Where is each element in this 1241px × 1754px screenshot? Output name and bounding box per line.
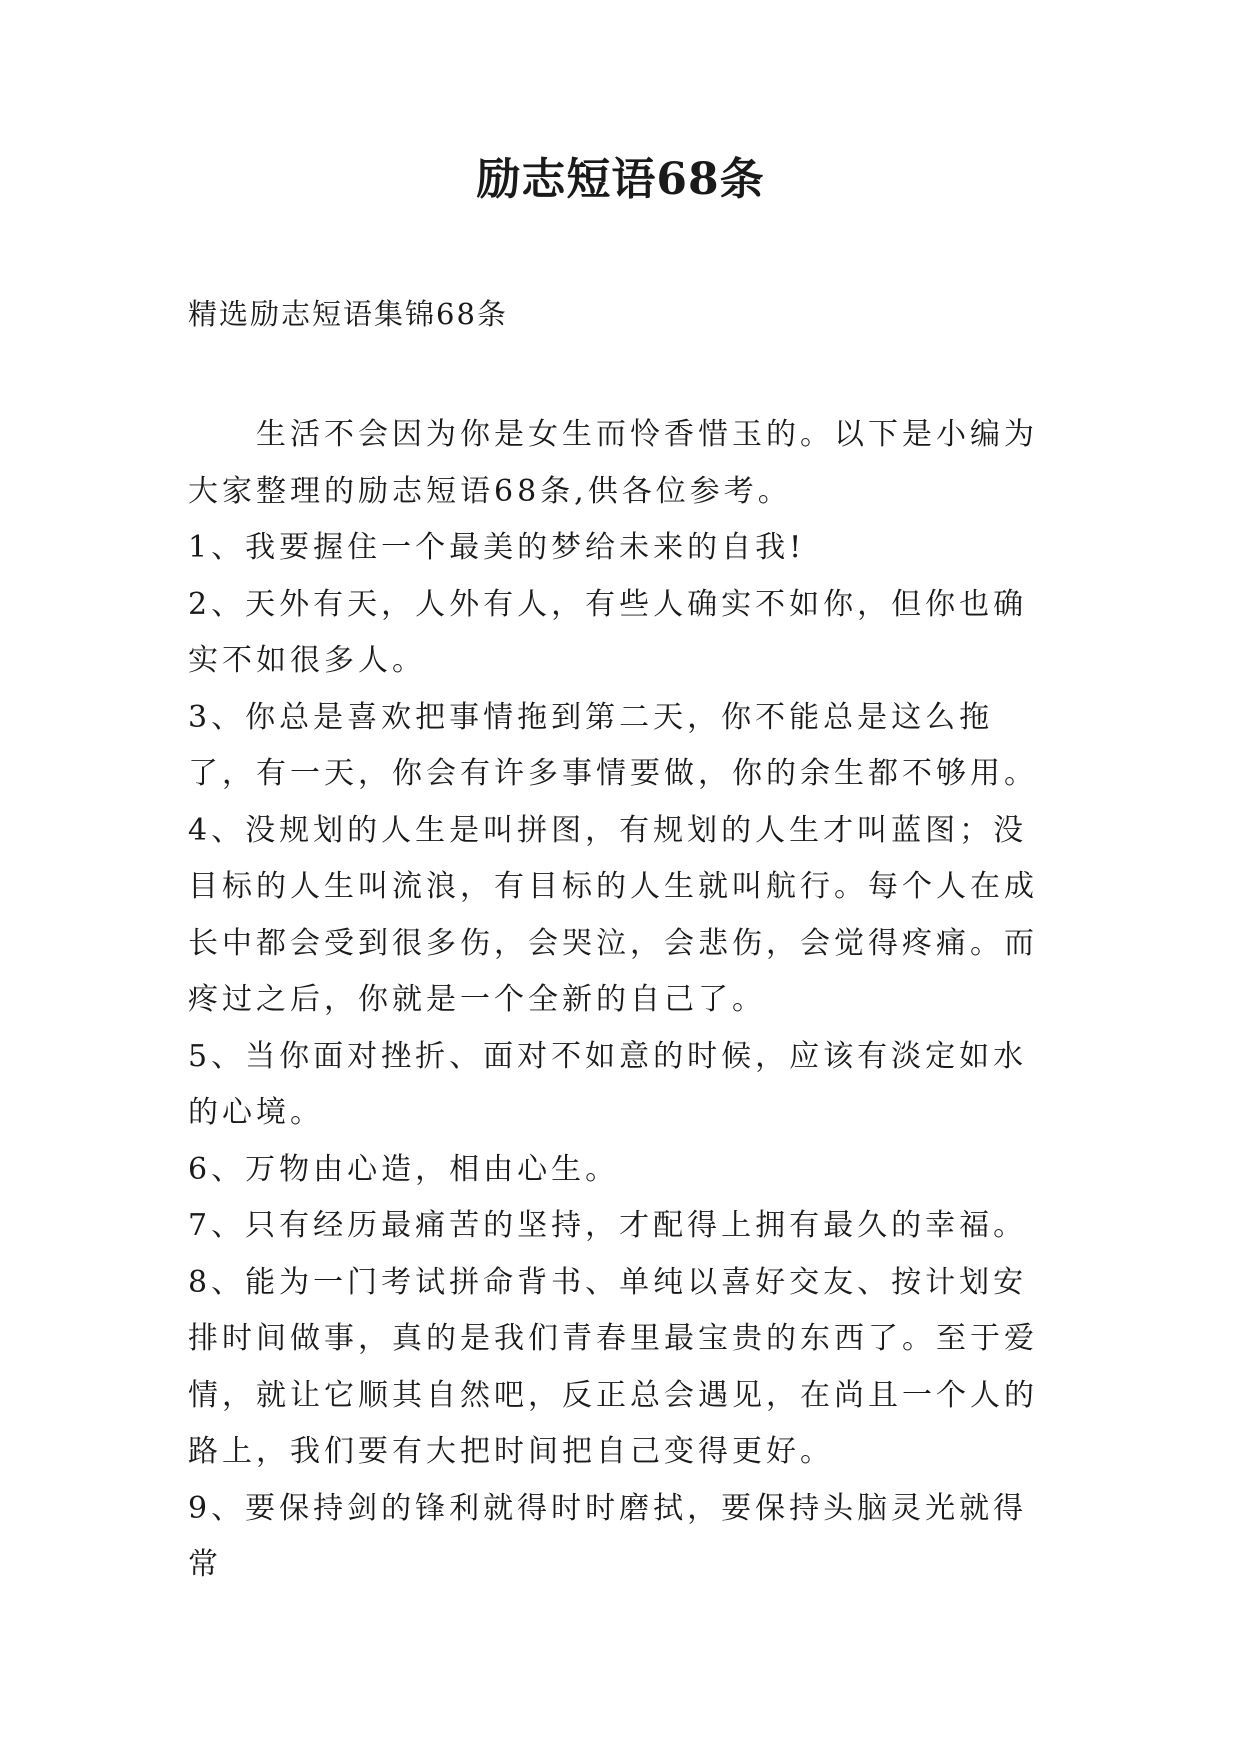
list-item: 5、当你面对挫折、面对不如意的时候，应该有淡定如水的心境。 — [188, 1038, 1028, 1130]
list-item: 9、要保持剑的锋利就得时时磨拭，要保持头脑灵光就得常 — [188, 1490, 1028, 1582]
list-item: 1、我要握住一个最美的梦给未来的自我! — [188, 530, 806, 565]
document-title: 励志短语68条 — [476, 154, 765, 205]
list-item: 2、天外有天，人外有人，有些人确实不如你，但你也确实不如很多人。 — [188, 586, 1028, 678]
list-item: 7、只有经历最痛苦的坚持，才配得上拥有最久的幸福。 — [188, 1208, 1028, 1243]
list-item: 3、你总是喜欢把事情拖到第二天，你不能总是这么拖了，有一天，你会有许多事情要做，你的余生都不够用。 — [188, 699, 1038, 791]
document-subtitle: 精选励志短语集锦68条 — [188, 297, 508, 331]
intro-paragraph: 生活不会因为你是女生而怜香惜玉的。以下是小编为大家整理的励志短语68条,供各位参考。 — [188, 417, 1038, 509]
list-item: 4、没规划的人生是叫拼图，有规划的人生才叫蓝图；没目标的人生叫流浪，有目标的人生就叫航行。每个人在成长中都会受到很多伤，会哭泣，会悲伤，会觉得疼痛。而疼过之后，你就是一个全新的自己了。 — [188, 812, 1038, 1017]
list-item: 8、能为一门考试拼命背书、单纯以喜好交友、按计划安排时间做事，真的是我们青春里最宝贵的东西了。至于爱情，就让它顺其自然吧，反正总会遇见，在尚且一个人的路上，我们要有大把时间把自己变得更好。 — [188, 1264, 1038, 1469]
list-item: 6、万物由心造，相由心生。 — [188, 1151, 620, 1187]
document-body — [188, 407, 1060, 1594]
